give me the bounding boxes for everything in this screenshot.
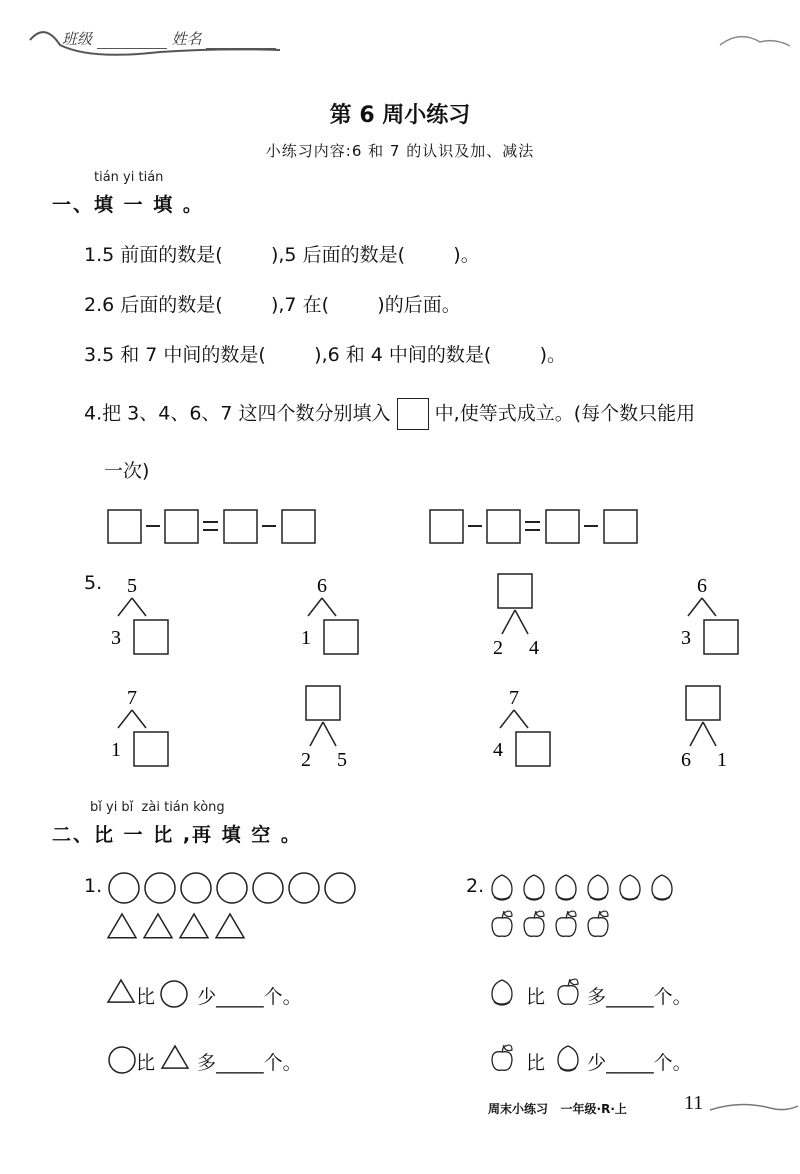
circle-shape xyxy=(109,873,139,903)
tree-left-number: 2 xyxy=(301,749,311,771)
compare-word: 比 xyxy=(136,986,156,1008)
page-number: 11 xyxy=(684,1092,704,1114)
footer-ink-decoration xyxy=(680,1092,800,1122)
question-4-text-a: 4.把 3、4、6、7 这四个数分别填入 xyxy=(84,402,391,425)
class-label: 班级 xyxy=(62,30,93,48)
section2-pinyin: bǐ yi bǐ zài tián kòng xyxy=(90,800,225,815)
apple-icon xyxy=(492,911,512,936)
page-subtitle: 小练习内容:6 和 7 的认识及加、减法 xyxy=(265,142,535,160)
question-4-text-c: 一次) xyxy=(104,460,150,482)
page-title: 第 6 周小练习 xyxy=(329,103,471,128)
tree-left-number: 1 xyxy=(111,739,121,761)
footer-text: 周末小练习 一年级·R·上 xyxy=(488,1102,627,1116)
peach-icon xyxy=(620,875,640,900)
tree-top-number: 6 xyxy=(317,575,327,597)
peach-icon xyxy=(588,875,608,900)
s2-question-2-label: 2. xyxy=(466,875,485,897)
tree-top-number: 6 xyxy=(697,575,707,597)
triangle-shape xyxy=(216,914,244,938)
apple-icon xyxy=(492,1045,512,1070)
triangle-shape xyxy=(108,914,136,938)
question-2: 2.6 后面的数是( ),7 在( )的后面。 xyxy=(84,294,461,316)
tree-left-number: 1 xyxy=(301,627,311,649)
s2-sentence-1b xyxy=(136,1048,302,1075)
answer-blank-text: 少_____个。 xyxy=(587,1052,692,1074)
s2-question-1-label: 1. xyxy=(84,875,103,897)
answer-blank-text: 少_____个。 xyxy=(197,986,302,1008)
tree-top-number: 7 xyxy=(509,687,519,709)
compare-word: 比 xyxy=(526,986,546,1008)
circle-shape xyxy=(145,873,175,903)
compare-word: 比 xyxy=(136,1052,156,1074)
s2-sentence-2b xyxy=(526,1048,692,1075)
apple-icon xyxy=(524,911,544,936)
tree-left-number: 3 xyxy=(111,627,121,649)
question-3: 3.5 和 7 中间的数是( ),6 和 4 中间的数是( )。 xyxy=(84,344,567,366)
name-label: 姓名 xyxy=(171,30,202,48)
apple-icon xyxy=(556,911,576,936)
tree-left-number: 2 xyxy=(493,637,503,659)
answer-blank-text: 多_____个。 xyxy=(587,986,692,1008)
circle-shape xyxy=(325,873,355,903)
tree-left-number: 6 xyxy=(681,749,691,771)
tree-top-number: 5 xyxy=(127,575,137,597)
peach-icon xyxy=(492,980,512,1005)
section2-heading: 二、比 一 比 ,再 填 空 。 xyxy=(52,824,302,846)
triangle-shape xyxy=(108,980,134,1002)
section1-pinyin: tián yi tián xyxy=(94,170,164,185)
peach-icon xyxy=(652,875,672,900)
circle-shape xyxy=(253,873,283,903)
circle-shape xyxy=(289,873,319,903)
question-1: 1.5 前面的数是( ),5 后面的数是( )。 xyxy=(84,244,480,266)
question-5-label: 5. xyxy=(84,572,103,594)
tree-left-number: 3 xyxy=(681,627,691,649)
tree-left-number: 4 xyxy=(493,739,503,761)
tree-right-number: 4 xyxy=(529,637,539,659)
triangle-shape xyxy=(144,914,172,938)
question-4-text-b: 中,使等式成立。(每个数只能用 xyxy=(434,402,696,425)
peach-icon xyxy=(492,875,512,900)
s2-sentence-2a xyxy=(526,982,692,1009)
compare-word: 比 xyxy=(526,1052,546,1074)
tree-right-number: 1 xyxy=(717,749,727,771)
tree-top-number: 7 xyxy=(127,687,137,709)
circle-shape xyxy=(217,873,247,903)
tree-right-number: 5 xyxy=(337,749,347,771)
peach-icon xyxy=(524,875,544,900)
s2-sentence-1a xyxy=(136,982,302,1009)
answer-blank-text: 多_____个。 xyxy=(197,1052,302,1074)
circle-shape xyxy=(109,1047,135,1073)
peach-icon xyxy=(556,875,576,900)
circle-shape xyxy=(181,873,211,903)
apple-icon xyxy=(588,911,608,936)
triangle-shape xyxy=(180,914,208,938)
section1-heading: 一、填 一 填 。 xyxy=(52,194,204,216)
